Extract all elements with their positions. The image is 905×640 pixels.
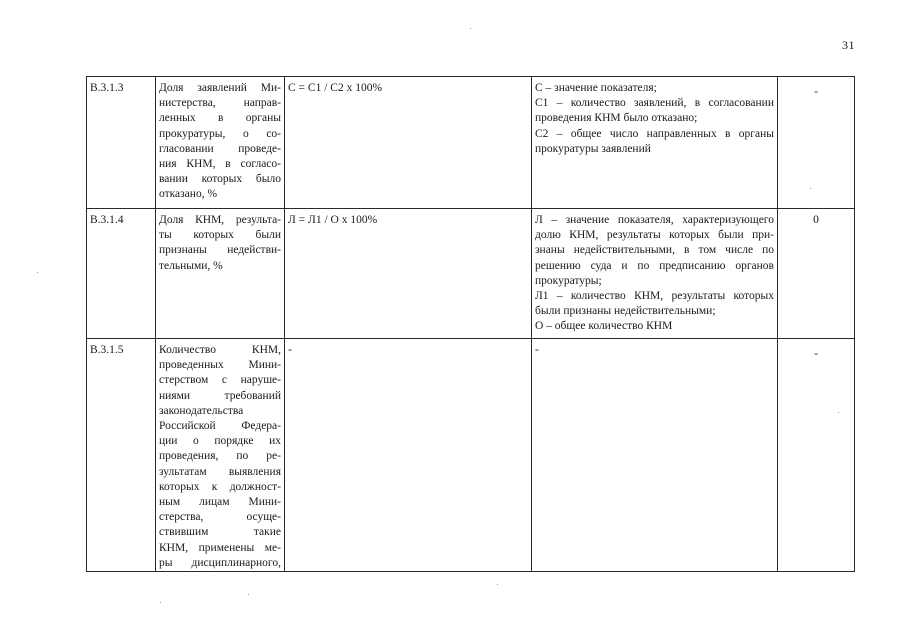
explanation-line: прокуратуры; — [535, 274, 602, 287]
indicator-value: - — [814, 348, 818, 360]
table-row — [87, 77, 855, 209]
indicator-name-line: Количество КНМ, — [159, 344, 281, 356]
indicator-name-line: ленных в органы — [159, 112, 281, 125]
indicator-name-line: Российской Федера- — [159, 420, 281, 433]
indicator-name-cell — [156, 77, 285, 209]
indicator-name-line: ниями требований — [159, 389, 281, 402]
explanation-line: О – общее количество КНМ — [535, 320, 673, 333]
explanation-line: решению суда и по предписанию органов — [535, 259, 774, 272]
explanation-line: Л1 – количество КНМ, результаты которых — [535, 290, 774, 303]
indicator-name-line: стерством с наруше- — [159, 374, 281, 387]
indicator-code: В.3.1.4 — [90, 214, 124, 226]
indicator-code-cell — [87, 77, 156, 209]
scan-speck — [810, 188, 811, 189]
explanation-line: С2 – общее число направленных в органы — [535, 127, 774, 140]
value-cell — [778, 209, 855, 339]
explanation-line: знаны недействительными, в том числе по — [535, 244, 774, 257]
explanation-line: были признаны недействительными; — [535, 305, 716, 318]
value-cell — [778, 77, 855, 209]
value-cell — [778, 339, 855, 572]
explanation-cell — [532, 77, 778, 209]
explanation-cell — [532, 209, 778, 339]
indicator-name-line: ния КНМ, в согласо- — [159, 158, 281, 171]
scan-speck — [838, 412, 839, 413]
indicator-name-line: проведенных Мини- — [159, 359, 281, 372]
explanation-line: С – значение показателя; — [535, 82, 657, 94]
indicator-name-line: которых к должност- — [159, 480, 281, 493]
indicator-name-cell — [156, 209, 285, 339]
formula-text: С = С1 / С2 х 100% — [288, 82, 383, 94]
indicator-name-line: отказано, % — [159, 188, 218, 201]
indicator-name-cell — [156, 339, 285, 572]
indicator-code-cell — [87, 339, 156, 572]
explanation-line: проведения КНМ было отказано; — [535, 112, 698, 125]
indicator-name-line: вании которых было — [159, 173, 281, 186]
explanation-line: С1 – количество заявлений, в согласовании — [535, 97, 774, 110]
indicator-name-line: проведения, по ре- — [159, 450, 281, 463]
scan-speck — [37, 272, 38, 273]
indicator-code: В.3.1.5 — [90, 344, 124, 356]
indicator-name-line: ры дисциплинарного, — [159, 556, 281, 569]
indicator-name-line: нистерства, направ- — [159, 97, 281, 110]
indicator-name-line: законодательства — [159, 404, 244, 417]
scan-speck — [470, 28, 471, 29]
indicator-code-cell — [87, 209, 156, 339]
indicator-name-line: гласовании проведе- — [159, 142, 281, 155]
indicator-name-line: стерства, осуще- — [159, 511, 281, 524]
scan-speck — [248, 594, 249, 595]
page-number: 31 — [842, 38, 855, 52]
indicators-table — [86, 76, 855, 572]
indicator-name-line: Доля КНМ, результа- — [159, 214, 281, 226]
explanation-line: Л – значение показателя, характеризующего — [535, 214, 774, 226]
indicator-name-line: тельными, % — [159, 259, 223, 272]
scan-speck — [160, 602, 161, 603]
indicator-name-line: Доля заявлений Ми- — [159, 82, 281, 94]
formula-cell — [285, 209, 532, 339]
indicator-value: 0 — [813, 214, 819, 226]
formula-text: Л = Л1 / О х 100% — [288, 214, 378, 226]
indicator-name-line: зультатам выявления — [159, 465, 281, 478]
indicator-name-line: признаны недействи- — [159, 244, 281, 257]
indicator-name-line: КНМ, применены ме- — [159, 541, 281, 554]
indicator-code: В.3.1.3 — [90, 82, 124, 94]
indicator-name-line: ствившим такие — [159, 526, 281, 539]
scan-speck — [497, 584, 498, 585]
formula-cell — [285, 77, 532, 209]
formula-cell — [285, 339, 532, 572]
explanation-cell — [532, 339, 778, 572]
explanation-line: - — [535, 344, 539, 356]
indicator-value: - — [814, 86, 818, 98]
indicator-name-line: ты которых были — [159, 229, 281, 242]
table-row — [87, 209, 855, 339]
formula-text: - — [288, 344, 292, 356]
indicator-name-line: ным лицам Мини- — [159, 496, 281, 509]
explanation-line: прокуратуры заявлений — [535, 142, 651, 155]
explanation-line: долю КНМ, результаты которых были при- — [535, 229, 774, 242]
indicator-name-line: прокуратуры, о со- — [159, 127, 281, 140]
table-row — [87, 339, 855, 572]
indicator-name-line: ции о порядке их — [159, 435, 281, 448]
